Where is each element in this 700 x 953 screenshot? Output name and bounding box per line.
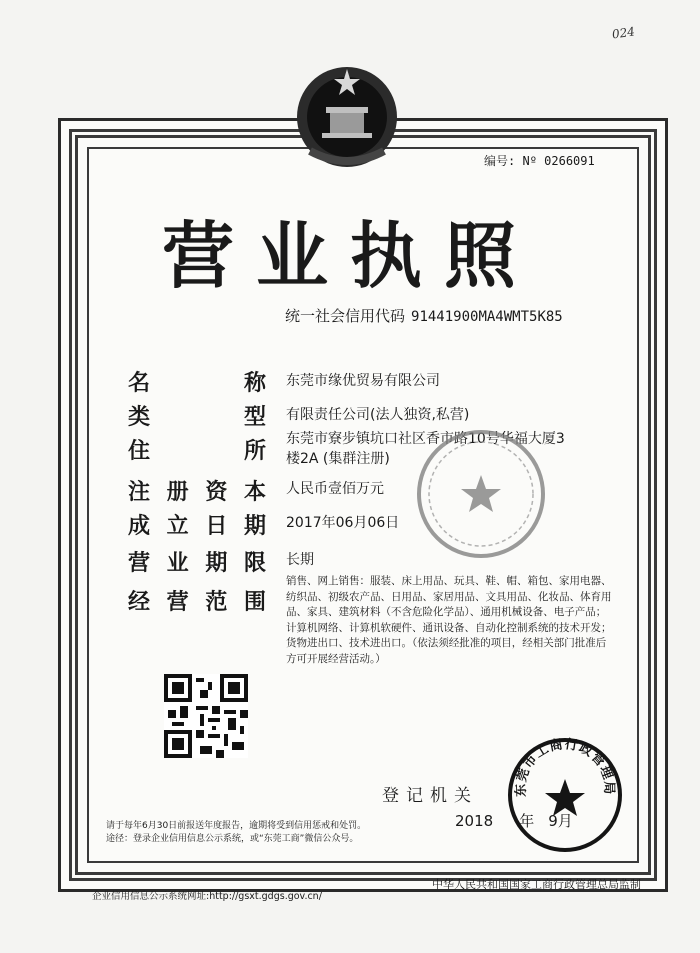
label-char: 所 — [243, 439, 266, 464]
capital-label — [128, 475, 266, 506]
type-value: 有限责任公司(法人独资,私营) — [286, 407, 470, 423]
credit-code — [285, 305, 563, 326]
label-char: 型 — [243, 405, 266, 430]
name-label — [128, 366, 266, 397]
established-value: 2017年06月06日 — [286, 515, 400, 531]
handwritten-note: 024 — [611, 24, 636, 42]
label-char: 限 — [243, 551, 266, 576]
credit-code-label: 统一社会信用代码 — [285, 307, 406, 325]
label-char: 名 — [128, 371, 151, 396]
label-char: 册 — [166, 480, 189, 505]
label-char: 住 — [128, 439, 151, 464]
label-char: 范 — [205, 590, 228, 615]
term-value: 长期 — [286, 552, 314, 568]
registrar-seal-icon — [505, 735, 625, 855]
page-title: 营业执照 — [161, 214, 538, 298]
label-char: 围 — [243, 590, 266, 615]
scope-value: 销售、网上销售：服装、床上用品、玩具、鞋、帽、箱包、家用电器、纺织品、初级农产品、日用品、家居用品、文具用品、化妆品、体育用品、家具、建筑材料（不含危险化学品）、通用机械设备、电子产品；计算机网络、计算机软硬件、通讯设备、自动化控制系统的技术开发；货物进出口、技术进出口。（依法须经批准的项目，经相关部门批准后方可开展经营活动。） — [286, 575, 612, 665]
name-value: 东莞市缘优贸易有限公司 — [286, 373, 440, 389]
label-char: 期 — [205, 551, 228, 576]
scope-label — [128, 585, 266, 616]
credit-code-value: 91441900MA4WMT5K85 — [411, 309, 563, 325]
type-label — [128, 400, 266, 431]
footer-website: 企业信用信息公示系统网址:http://gsxt.gdgs.gov.cn/ — [92, 891, 322, 902]
svg-text:东莞市工商行政管理局: 东莞市工商行政管理局 — [513, 737, 617, 798]
label-char: 立 — [166, 514, 189, 539]
capital-value: 人民币壹佰万元 — [286, 481, 384, 497]
established-label — [128, 509, 266, 540]
label-char: 经 — [128, 590, 151, 615]
label-char: 日 — [205, 514, 228, 539]
label-char: 类 — [128, 405, 151, 430]
label-char: 注 — [128, 480, 151, 505]
footer-supervisor: 中华人民共和国国家工商行政管理总局监制 — [432, 878, 641, 891]
issue-date: 2018 年 9月 — [455, 812, 573, 830]
qr-code-icon[interactable] — [164, 674, 248, 758]
serial-number: 编号: Nº 0266091 — [484, 154, 595, 168]
label-char: 资 — [205, 480, 228, 505]
company-seal-icon — [414, 427, 548, 561]
address-label — [128, 434, 266, 465]
label-char: 称 — [243, 371, 266, 396]
address-value: 东莞市寮步镇坑口社区香市路10号华福大厦3 楼2A (集群注册) — [286, 431, 565, 467]
label-char: 营 — [128, 551, 151, 576]
term-label — [128, 546, 266, 577]
label-char: 成 — [128, 514, 151, 539]
label-char: 本 — [243, 480, 266, 505]
national-emblem-icon — [288, 55, 406, 173]
registrar-label: 登记机关 — [382, 786, 478, 806]
label-char: 营 — [166, 590, 189, 615]
label-char: 业 — [166, 551, 189, 576]
annual-report-notice: 请于每年6月30日前报送年度报告，逾期将受到信用惩戒和处罚。 途径：登录企业信用信息公示系统，或“东莞工商”微信公众号。 — [106, 821, 367, 844]
label-char: 期 — [243, 514, 266, 539]
